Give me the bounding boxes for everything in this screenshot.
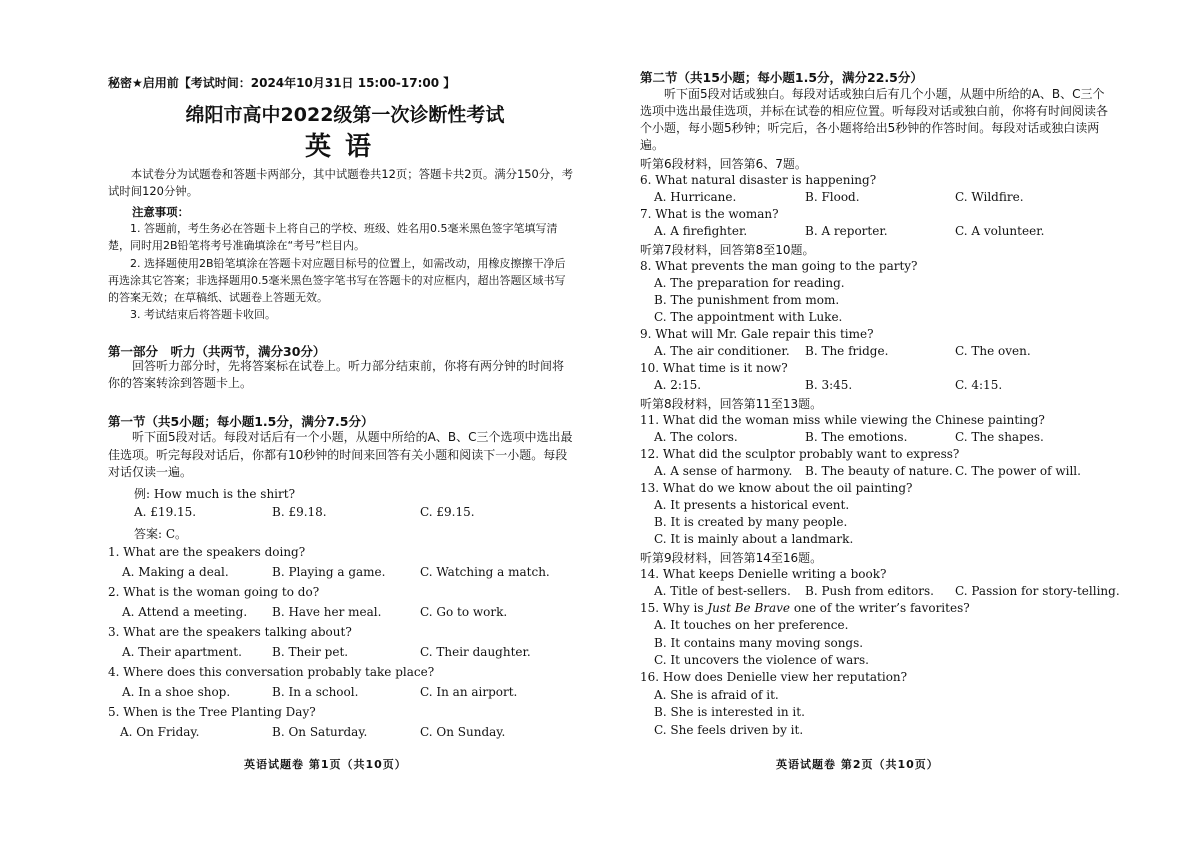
question-12-option-c: C. The power of will. — [955, 464, 1081, 478]
question-4-option-a: A. In a shoe shop. — [122, 685, 231, 699]
section2-desc: 听下面5段对话或独白。每段对话或独白后有几个小题，从题中所给的A、B、C三个选项中选出最佳选项，并标在试卷的相应位置。听每段对话或独白前，你将有时间阅读各个小题，每小题5秒钟；听完后，各小题将给出5秒钟的作答时间。每段对话或独白读两遍。 — [640, 87, 1109, 152]
question-6-option-a: A. Hurricane. — [654, 190, 737, 204]
question-9-option-c: C. The oven. — [955, 344, 1031, 358]
question-8-option-b: B. The punishment from mom. — [654, 293, 840, 307]
question-7: 7. What is the woman? — [640, 207, 779, 221]
question-5-option-c: C. On Sunday. — [420, 725, 506, 739]
question-12-option-b: B. The beauty of nature. — [805, 464, 953, 478]
question-10: 10. What time is it now? — [640, 361, 788, 375]
question-9-option-a: A. The air conditioner. — [654, 344, 790, 358]
question-7-option-b: B. A reporter. — [805, 224, 888, 238]
question-14: 14. What keeps Denielle writing a book? — [640, 567, 887, 581]
note-3: 3. 考试结束后将答题卡收回。 — [130, 308, 276, 322]
question-15-option-c: C. It uncovers the violence of wars. — [654, 653, 869, 667]
section1-desc: 听下面5段对话。每段对话后有一个小题，从题中所给的A、B、C三个选项中选出最佳选项。听完每段对话后，你都有10秒钟的时间来回答有关小题和阅读下一小题。每段对话仅读一遍。 — [108, 430, 573, 479]
question-8-option-c: C. The appointment with Luke. — [654, 310, 843, 324]
question-7-option-c: C. A volunteer. — [955, 224, 1045, 238]
question-9-option-b: B. The fridge. — [805, 344, 889, 358]
part1-title: 第一部分 听力（共两节，满分30分） — [108, 344, 326, 359]
question-12: 12. What did the sculptor probably want to express? — [640, 447, 960, 461]
question-11-option-b: B. The emotions. — [805, 430, 908, 444]
question-6-option-c: C. Wildfire. — [955, 190, 1024, 204]
question-6: 6. What natural disaster is happening? — [640, 173, 877, 187]
question-11: 11. What did the woman miss while viewing the Chinese painting? — [640, 413, 1045, 427]
question-2-option-c: C. Go to work. — [420, 605, 508, 619]
question-15-option-a: A. It touches on her preference. — [654, 618, 849, 632]
question-15-suffix: one of the writer’s favorites? — [790, 601, 970, 615]
footer-page-1: 英语试题卷 第1页（共10页） — [244, 758, 407, 771]
book-title: Just Be Brave — [707, 601, 791, 615]
question-15 — [640, 601, 970, 615]
notes-title: 注意事项： — [132, 205, 189, 219]
material-6: 听第6段材料，回答第6、7题。 — [640, 157, 807, 171]
notes-list — [108, 220, 574, 324]
question-14-option-c: C. Passion for story-telling. — [955, 584, 1120, 598]
example-option-a: A. £19.15. — [134, 505, 197, 519]
question-13-option-b: B. It is created by many people. — [654, 515, 848, 529]
secret-notice: 秘密★启用前【考试时间：2024年10月31日 15:00-17:00 】 — [108, 76, 456, 90]
question-8-option-a: A. The preparation for reading. — [654, 276, 845, 290]
question-7-option-a: A. A firefighter. — [654, 224, 748, 238]
note-2: 2. 选择题使用2B铅笔填涂在答题卡对应题目标号的位置上，如需改动，用橡皮擦擦干净后再选涂其它答案；非选择题用0.5毫米黑色签字笔书写在答题卡的对应框内，超出答题区域书写的答案无效；在草稿纸、试题卷上答题无效。 — [108, 256, 566, 305]
subject-title: 英语 — [304, 132, 385, 162]
question-6-option-b: B. Flood. — [805, 190, 860, 204]
footer-page-2: 英语试题卷 第2页（共10页） — [776, 758, 939, 771]
question-13-option-a: A. It presents a historical event. — [654, 498, 850, 512]
question-4: 4. Where does this conversation probably take place? — [108, 665, 435, 679]
question-10-option-c: C. 4:15. — [955, 378, 1003, 392]
question-2-option-b: B. Have her meal. — [272, 605, 382, 619]
question-3: 3. What are the speakers talking about? — [108, 625, 352, 639]
question-2-option-a: A. Attend a meeting. — [122, 605, 248, 619]
question-14-option-b: B. Push from editors. — [805, 584, 934, 598]
question-10-option-b: B. 3:45. — [805, 378, 853, 392]
example-option-b: B. £9.18. — [272, 505, 327, 519]
question-3-option-a: A. Their apartment. — [122, 645, 242, 659]
material-9: 听第9段材料，回答第14至16题。 — [640, 551, 823, 565]
example-question: 例: How much is the shirt? — [134, 487, 295, 501]
example-option-c: C. £9.15. — [420, 505, 475, 519]
question-3-option-b: B. Their pet. — [272, 645, 349, 659]
question-1: 1. What are the speakers doing? — [108, 545, 306, 559]
question-16-option-b: B. She is interested in it. — [654, 705, 805, 719]
question-1-option-c: C. Watching a match. — [420, 565, 550, 579]
question-5: 5. When is the Tree Planting Day? — [108, 705, 316, 719]
question-15-option-b: B. It contains many moving songs. — [654, 636, 864, 650]
material-8: 听第8段材料，回答第11至13题。 — [640, 397, 823, 411]
question-11-option-c: C. The shapes. — [955, 430, 1044, 444]
question-13: 13. What do we know about the oil painting? — [640, 481, 913, 495]
question-12-option-a: A. A sense of harmony. — [654, 464, 793, 478]
question-3-option-c: C. Their daughter. — [420, 645, 531, 659]
question-4-option-c: C. In an airport. — [420, 685, 518, 699]
question-16-option-a: A. She is afraid of it. — [654, 688, 779, 702]
exam-intro: 本试卷分为试题卷和答题卡两部分，其中试题卷共12页；答题卡共2页。满分150分，考试时间120分钟。 — [108, 167, 573, 198]
section1-title: 第一节（共5小题；每小题1.5分，满分7.5分） — [108, 414, 374, 429]
question-5-option-a: A. On Friday. — [120, 725, 200, 739]
question-14-option-a: A. Title of best-sellers. — [654, 584, 791, 598]
question-1-option-a: A. Making a deal. — [122, 565, 229, 579]
question-5-option-b: B. On Saturday. — [272, 725, 368, 739]
example-answer: 答案: C。 — [134, 527, 188, 541]
part1-desc: 回答听力部分时，先将答案标在试卷上。听力部分结束前，你将有两分钟的时间将你的答案转涂到答题卡上。 — [108, 359, 565, 390]
question-10-option-a: A. 2:15. — [654, 378, 702, 392]
question-1-option-b: B. Playing a game. — [272, 565, 386, 579]
material-7: 听第7段材料，回答第8至10题。 — [640, 243, 815, 257]
question-8: 8. What prevents the man going to the party? — [640, 259, 918, 273]
note-1: 1. 答题前，考生务必在答题卡上将自己的学校、班级、姓名用0.5毫米黑色签字笔填写清楚，同时用2B铅笔将考号准确填涂在“考号”栏目内。 — [108, 222, 558, 253]
question-9: 9. What will Mr. Gale repair this time? — [640, 327, 874, 341]
question-15-prefix: 15. Why is — [640, 601, 708, 615]
question-13-option-c: C. It is mainly about a landmark. — [654, 532, 854, 546]
question-16: 16. How does Denielle view her reputation? — [640, 670, 908, 684]
question-2: 2. What is the woman going to do? — [108, 585, 320, 599]
section2-title: 第二节（共15小题；每小题1.5分，满分22.5分） — [640, 70, 923, 85]
question-16-option-c: C. She feels driven by it. — [654, 723, 804, 737]
question-4-option-b: B. In a school. — [272, 685, 359, 699]
exam-title: 绵阳市高中2022级第一次诊断性考试 — [185, 104, 505, 126]
question-11-option-a: A. The colors. — [654, 430, 738, 444]
